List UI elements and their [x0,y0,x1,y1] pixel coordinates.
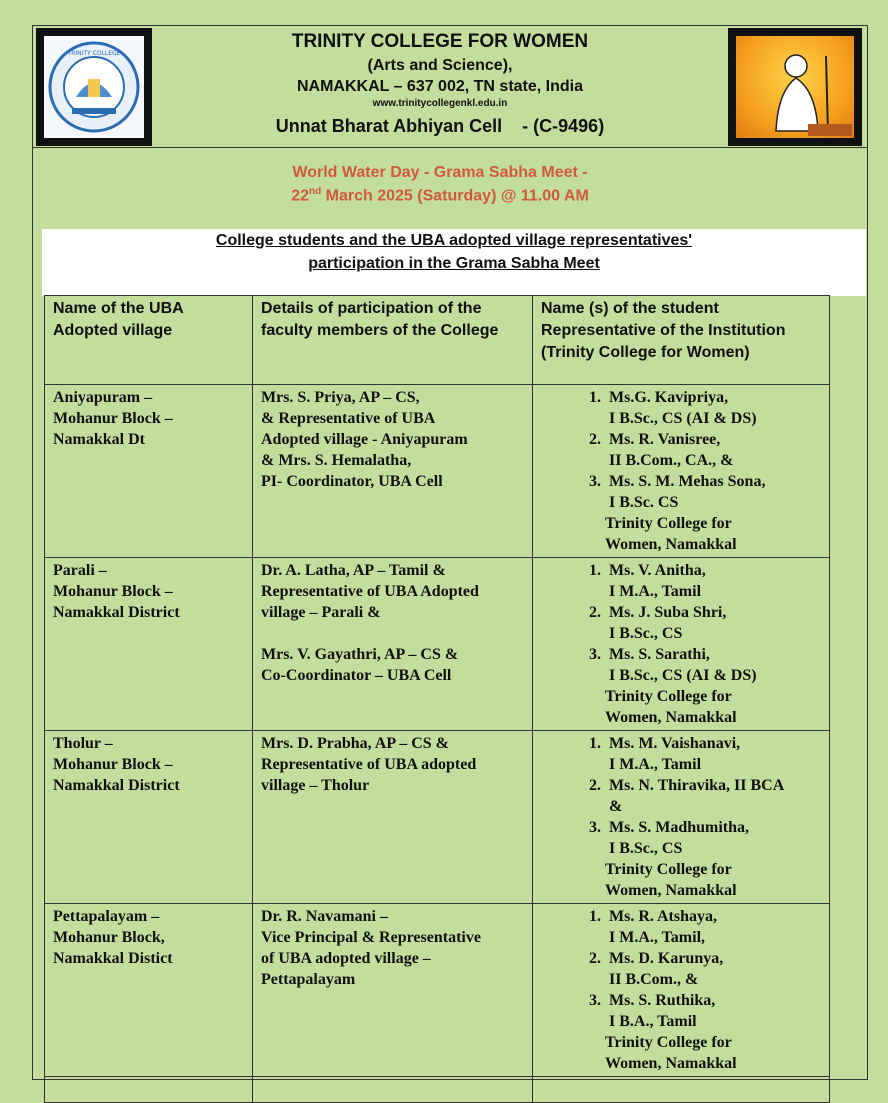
table-title-line1: College students and the UBA adopted village representatives' [215,232,693,249]
uba-cell-title: Unnat Bharat Abhiyan Cell - (C-9496) [275,116,605,136]
students-cell [533,558,830,731]
faculty-cell: Mrs. D. Prabha, AP – CS & Representative of UBA adopted village – Tholur [253,731,533,904]
student-item: 1. Ms. R. Atshaya, I M.A., Tamil, [605,906,821,948]
event-date-day: 22 [291,187,309,205]
uba-logo [728,28,862,146]
village-cell: Pettapalayam – Mohanur Block, Namakkal Distict [45,904,253,1077]
header-faculty: Details of participation of the faculty members of the College [253,296,533,385]
students-cell [533,731,830,904]
student-item: 3. Ms. S. Sarathi, I B.Sc., CS (AI & DS) [605,644,821,686]
institution-name: Trinity College for Women, Namakkal [605,515,737,553]
header-students: Name (s) of the student Representative of the Institution (Trinity College for Women) [533,296,830,385]
event-date-sup: nd [309,186,322,197]
college-logo [36,28,152,146]
faculty-cell: Dr. R. Navamani – Vice Principal & Representative of UBA adopted village – Pettapalayam [253,904,533,1077]
students-cell [533,904,830,1077]
student-item: 2. Ms. R. Vanisree, II B.Com., CA., & [605,429,821,471]
table-row [45,385,830,558]
student-item: 3. Ms. S. Madhumitha, I B.Sc., CS [605,817,821,859]
student-item: 3. Ms. S. Ruthika, I B.A., Tamil [605,990,821,1032]
village-cell: Parali – Mohanur Block – Namakkal District [45,558,253,731]
college-address: NAMAKKAL – 637 002, TN state, India [296,78,583,95]
table-row [45,558,830,731]
students-cell [533,385,830,558]
faculty-cell: Dr. A. Latha, AP – Tamil & Representative of UBA Adopted village – Parali & Mrs. V. Gayathri, AP – CS & Co-Coordinator – UBA Cell [253,558,533,731]
event-title: World Water Day - Grama Sabha Meet - [292,164,588,181]
participation-table [44,295,830,1103]
logo-lettering: TRINITY COLLEGE [67,50,121,57]
table-title-line2: participation in the Grama Sabha Meet [308,255,600,272]
student-item: 2. Ms. N. Thiravika, II BCA & [605,775,821,817]
student-item: 2. Ms. D. Karunya, II B.Com., & [605,948,821,990]
header-divider [32,147,868,148]
college-subtitle: (Arts and Science), [367,57,513,74]
header-village: Name of the UBA Adopted village [45,296,253,385]
institution-name: Trinity College for Women, Namakkal [605,1034,737,1072]
table-header-row [45,296,830,385]
college-website[interactable]: www.trinitycollegenkl.edu.in [372,98,508,109]
student-item: 2. Ms. J. Suba Shri, I B.Sc., CS [605,602,821,644]
college-name: TRINITY COLLEGE FOR WOMEN [291,31,589,52]
institution-name: Trinity College for Women, Namakkal [605,861,737,899]
event-date-rest: March 2025 (Saturday) @ 11.00 AM [321,187,589,205]
village-cell: Aniyapuram – Mohanur Block – Namakkal Dt [45,385,253,558]
student-item: 1. Ms. V. Anitha, I M.A., Tamil [605,560,821,602]
village-cell: Tholur – Mohanur Block – Namakkal District [45,731,253,904]
event-date [160,186,720,205]
student-item: 3. Ms. S. M. Mehas Sona, I B.Sc. CS [605,471,821,513]
student-item: 1. Ms.G. Kavipriya, I B.Sc., CS (AI & DS) [605,387,821,429]
table-row [45,904,830,1077]
institution-name: Trinity College for Women, Namakkal [605,688,737,726]
faculty-cell: Mrs. S. Priya, AP – CS, & Representative of UBA Adopted village - Aniyapuram & Mrs. S. Hemalatha, PI- Coordinator, UBA Cell [253,385,533,558]
student-item: 1. Ms. M. Vaishanavi, I M.A., Tamil [605,733,821,775]
table-row [45,731,830,904]
